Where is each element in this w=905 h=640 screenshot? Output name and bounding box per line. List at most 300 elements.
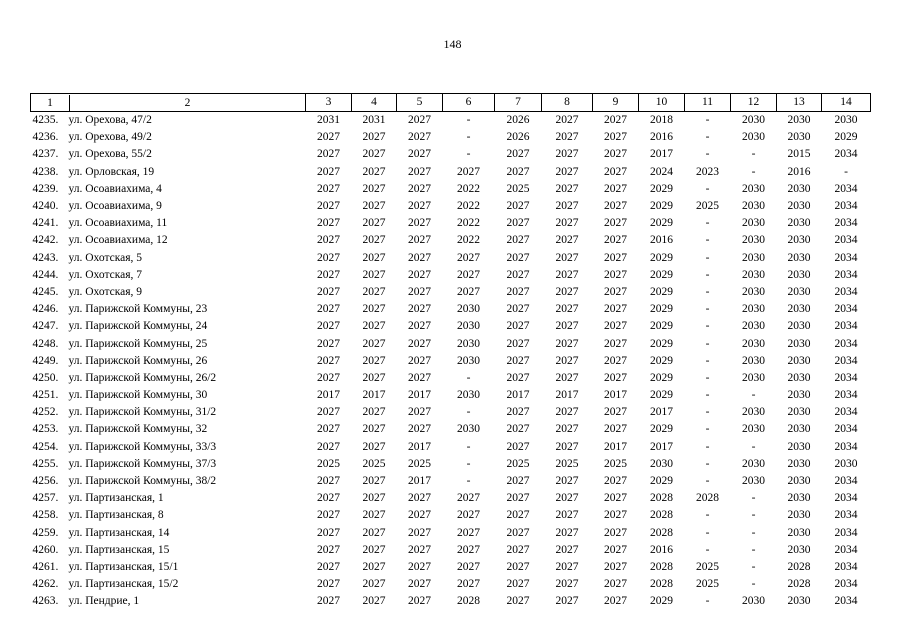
value-cell: 2034 [834, 371, 858, 384]
value-cell: 2027 [457, 526, 480, 539]
value-cell: 2030 [787, 131, 811, 144]
row-number: 4245. [32, 285, 59, 298]
row-number: 4250. [32, 371, 59, 384]
value-cell: 2027 [506, 475, 530, 488]
row-number: 4262. [32, 578, 59, 591]
value-cell: 2017 [362, 389, 386, 402]
value-cell: 2027 [362, 200, 386, 213]
value-cell: 2030 [742, 371, 765, 384]
value-cell: 2030 [787, 114, 811, 127]
value-cell: 2030 [742, 131, 765, 144]
address-text: ул. Охотская, 9 [68, 285, 143, 298]
value-cell: 2027 [408, 303, 431, 316]
value-cell: 2027 [555, 354, 579, 367]
value-cell: 2027 [362, 543, 386, 556]
header-cell: 4 [352, 94, 397, 112]
value-cell: - [751, 509, 756, 522]
value-cell: 2030 [457, 320, 480, 333]
value-cell: 2027 [506, 440, 530, 453]
value-cell: 2017 [408, 389, 431, 402]
value-cell: 2027 [457, 251, 480, 264]
value-cell: 2027 [408, 492, 431, 505]
value-cell: 2023 [696, 165, 719, 178]
value-cell: 2027 [604, 320, 627, 333]
value-cell: 2027 [604, 165, 627, 178]
value-cell: - [705, 457, 710, 470]
table-row [31, 525, 871, 542]
value-cell: 2018 [650, 114, 673, 127]
value-cell: 2027 [506, 234, 530, 247]
value-cell: 2027 [317, 165, 340, 178]
value-cell: 2027 [457, 268, 480, 281]
address-text: ул. Партизанская, 1 [68, 492, 164, 505]
table-row [31, 215, 871, 232]
value-cell: 2027 [408, 217, 431, 230]
value-cell: 2028 [696, 492, 719, 505]
value-cell: 2027 [408, 251, 431, 264]
address-cell [31, 456, 306, 473]
value-cell: 2027 [317, 234, 340, 247]
table-row [31, 542, 871, 559]
value-cell: - [466, 475, 471, 488]
value-cell: 2027 [362, 354, 386, 367]
value-cell: 2027 [604, 182, 627, 195]
value-cell: 2027 [362, 578, 386, 591]
value-cell: 2027 [317, 492, 340, 505]
value-cell: 2027 [555, 148, 579, 161]
value-cell: 2017 [555, 389, 579, 402]
value-cell: 2027 [604, 251, 627, 264]
value-cell: 2027 [604, 268, 627, 281]
value-cell: 2034 [834, 200, 858, 213]
address-cell [31, 284, 306, 301]
header-cell: 14 [822, 94, 871, 112]
row-number: 4255. [32, 457, 59, 470]
value-cell: 2030 [742, 285, 765, 298]
table-row [31, 267, 871, 284]
row-number: 4246. [32, 303, 59, 316]
value-cell: 2030 [787, 303, 811, 316]
value-cell: 2029 [650, 303, 673, 316]
value-cell: 2017 [317, 389, 340, 402]
table-row [31, 456, 871, 473]
value-cell: 2030 [787, 457, 811, 470]
value-cell: 2027 [604, 578, 627, 591]
row-number: 4258. [32, 509, 59, 522]
address-text: ул. Орловская, 19 [68, 165, 155, 178]
value-cell: 2028 [787, 560, 811, 573]
table-row [31, 112, 871, 130]
row-number: 4260. [32, 543, 59, 556]
address-text: ул. Парижской Коммуны, 26 [68, 354, 208, 367]
value-cell: 2026 [506, 114, 530, 127]
row-number: 4251. [32, 389, 59, 402]
value-cell: 2022 [457, 200, 480, 213]
value-cell: 2027 [555, 595, 579, 608]
value-cell: 2027 [555, 371, 579, 384]
table-row [31, 370, 871, 387]
value-cell: - [466, 440, 471, 453]
value-cell: 2029 [650, 285, 673, 298]
value-cell: 2027 [555, 131, 579, 144]
header-cell: 10 [639, 94, 685, 112]
value-cell: - [705, 251, 710, 264]
value-cell: - [466, 457, 471, 470]
value-cell: - [751, 526, 756, 539]
row-number: 4238. [32, 165, 59, 178]
value-cell: 2027 [555, 560, 579, 573]
value-cell: 2027 [317, 131, 340, 144]
value-cell: 2030 [742, 268, 765, 281]
value-cell: 2027 [408, 595, 431, 608]
value-cell: 2027 [555, 182, 579, 195]
value-cell: 2027 [555, 217, 579, 230]
value-cell: 2030 [787, 440, 811, 453]
value-cell: 2030 [742, 406, 765, 419]
value-cell: 2034 [834, 509, 858, 522]
value-cell: 2027 [555, 423, 579, 436]
table-row [31, 318, 871, 335]
value-cell: 2027 [408, 148, 431, 161]
address-text: ул. Орехова, 55/2 [68, 148, 152, 161]
table-row [31, 559, 871, 576]
value-cell: 2025 [408, 457, 431, 470]
value-cell: - [466, 371, 471, 384]
value-cell: 2030 [787, 526, 811, 539]
value-cell: 2027 [604, 371, 627, 384]
value-cell: - [705, 320, 710, 333]
value-cell: 2034 [834, 475, 858, 488]
value-cell: 2027 [604, 595, 627, 608]
address-cell [31, 507, 306, 524]
value-cell: 2027 [457, 285, 480, 298]
value-cell: 2030 [834, 457, 858, 470]
table-row [31, 250, 871, 267]
value-cell: - [705, 354, 710, 367]
value-cell: 2030 [787, 337, 811, 350]
value-cell: 2027 [604, 217, 627, 230]
table-row [31, 421, 871, 438]
table-row [31, 404, 871, 421]
value-cell: - [705, 423, 710, 436]
value-cell: 2015 [787, 148, 811, 161]
value-cell: 2028 [650, 526, 673, 539]
value-cell: 2034 [834, 148, 858, 161]
value-cell: 2030 [650, 457, 673, 470]
address-text: ул. Охотская, 5 [68, 251, 143, 264]
value-cell: 2025 [362, 457, 386, 470]
address-cell [31, 267, 306, 284]
address-cell [31, 318, 306, 335]
value-cell: - [751, 148, 756, 161]
value-cell: - [705, 371, 710, 384]
address-cell [31, 250, 306, 267]
address-cell [31, 353, 306, 370]
value-cell: 2027 [362, 182, 386, 195]
value-cell: 2027 [362, 526, 386, 539]
value-cell: 2027 [604, 285, 627, 298]
value-cell: 2030 [787, 217, 811, 230]
value-cell: - [844, 165, 848, 178]
table-row [31, 164, 871, 181]
address-cell [31, 525, 306, 542]
value-cell: 2027 [506, 148, 530, 161]
value-cell: - [705, 389, 710, 402]
value-cell: 2016 [650, 234, 673, 247]
value-cell: - [705, 234, 710, 247]
value-cell: 2027 [362, 509, 386, 522]
value-cell: 2034 [834, 234, 858, 247]
value-cell: 2030 [742, 423, 765, 436]
value-cell: 2030 [787, 320, 811, 333]
header-cell: 12 [731, 94, 777, 112]
address-text: ул. Парижской Коммуны, 33/3 [68, 440, 217, 453]
value-cell: 2027 [362, 268, 386, 281]
value-cell: 2029 [650, 182, 673, 195]
table-row [31, 181, 871, 198]
value-cell: - [705, 595, 710, 608]
value-cell: 2027 [408, 165, 431, 178]
value-cell: 2030 [457, 423, 480, 436]
value-cell: 2027 [506, 320, 530, 333]
value-cell: - [705, 509, 710, 522]
value-cell: 2027 [362, 595, 386, 608]
value-cell: 2030 [742, 475, 765, 488]
value-cell: 2027 [604, 303, 627, 316]
value-cell: 2031 [362, 114, 386, 127]
value-cell: - [751, 560, 756, 573]
value-cell: 2027 [362, 285, 386, 298]
value-cell: 2027 [555, 475, 579, 488]
value-cell: 2034 [834, 285, 858, 298]
value-cell: 2029 [650, 371, 673, 384]
table-row [31, 387, 871, 404]
value-cell: 2027 [408, 578, 431, 591]
value-cell: 2028 [787, 578, 811, 591]
value-cell: 2027 [506, 337, 530, 350]
value-cell: - [705, 526, 710, 539]
value-cell: 2027 [604, 131, 627, 144]
value-cell: 2027 [555, 320, 579, 333]
value-cell: 2027 [362, 560, 386, 573]
value-cell: 2027 [408, 268, 431, 281]
value-cell: 2029 [650, 251, 673, 264]
value-cell: 2027 [362, 423, 386, 436]
table-row [31, 146, 871, 163]
address-cell [31, 215, 306, 232]
value-cell: - [751, 440, 756, 453]
value-cell: 2027 [555, 303, 579, 316]
value-cell: - [705, 114, 710, 127]
value-cell: 2027 [408, 114, 431, 127]
table-row [31, 198, 871, 215]
row-number: 4261. [32, 560, 59, 573]
address-cell [31, 421, 306, 438]
value-cell: 2027 [317, 200, 340, 213]
value-cell: 2027 [457, 165, 480, 178]
value-cell: 2030 [457, 303, 480, 316]
value-cell: 2031 [317, 114, 340, 127]
address-cell [31, 576, 306, 593]
value-cell: 2027 [506, 406, 530, 419]
value-cell: 2030 [787, 285, 811, 298]
value-cell: 2024 [650, 165, 673, 178]
address-text: ул. Парижской Коммуны, 24 [68, 320, 208, 333]
address-text: ул. Пендрие, 1 [68, 595, 140, 608]
address-text: ул. Парижской Коммуны, 38/2 [68, 475, 217, 488]
value-cell: 2029 [650, 389, 673, 402]
value-cell: 2029 [650, 217, 673, 230]
value-cell: - [705, 440, 710, 453]
value-cell: 2017 [650, 148, 673, 161]
value-cell: 2030 [787, 251, 811, 264]
value-cell: 2027 [555, 234, 579, 247]
value-cell: 2027 [408, 234, 431, 247]
value-cell: 2027 [317, 251, 340, 264]
value-cell: 2030 [742, 114, 765, 127]
header-cell: 13 [777, 94, 822, 112]
value-cell: 2027 [317, 440, 340, 453]
value-cell: 2027 [457, 578, 480, 591]
row-number: 4248. [32, 337, 59, 350]
address-text: ул. Охотская, 7 [68, 268, 143, 281]
header-cell: 7 [495, 94, 542, 112]
row-number: 4259. [32, 526, 59, 539]
value-cell: 2030 [742, 303, 765, 316]
value-cell: 2034 [834, 526, 858, 539]
value-cell: 2027 [506, 268, 530, 281]
table-body [31, 112, 871, 611]
value-cell: 2028 [650, 578, 673, 591]
value-cell: 2034 [834, 354, 858, 367]
address-cell [31, 301, 306, 318]
value-cell: 2034 [834, 560, 858, 573]
header-cell: 3 [306, 94, 352, 112]
table-row [31, 335, 871, 352]
value-cell: - [466, 114, 471, 127]
value-cell: - [466, 148, 471, 161]
value-cell: 2027 [604, 560, 627, 573]
value-cell: 2027 [362, 234, 386, 247]
address-cell [31, 129, 306, 146]
value-cell: 2027 [408, 182, 431, 195]
value-cell: 2027 [604, 543, 627, 556]
value-cell: 2017 [604, 389, 627, 402]
value-cell: - [705, 268, 710, 281]
value-cell: 2030 [742, 320, 765, 333]
table-row [31, 490, 871, 507]
value-cell: 2027 [408, 423, 431, 436]
value-cell: 2027 [362, 492, 386, 505]
table-row [31, 593, 871, 610]
value-cell: 2027 [317, 337, 340, 350]
value-cell: 2027 [555, 251, 579, 264]
address-cell [31, 473, 306, 490]
value-cell: 2027 [362, 371, 386, 384]
value-cell: 2030 [457, 337, 480, 350]
value-cell: 2027 [317, 595, 340, 608]
value-cell: 2029 [650, 320, 673, 333]
value-cell: 2030 [787, 543, 811, 556]
value-cell: 2027 [317, 217, 340, 230]
value-cell: 2027 [555, 509, 579, 522]
table-row [31, 301, 871, 318]
value-cell: 2030 [742, 595, 765, 608]
address-cell [31, 404, 306, 421]
value-cell: 2025 [506, 182, 530, 195]
address-text: ул. Осоавиахима, 9 [68, 200, 162, 213]
address-cell [31, 335, 306, 352]
value-cell: 2030 [787, 268, 811, 281]
value-cell: 2027 [506, 595, 530, 608]
address-cell [31, 164, 306, 181]
value-cell: 2027 [506, 200, 530, 213]
value-cell: 2027 [362, 131, 386, 144]
address-text: ул. Парижской Коммуны, 23 [68, 303, 208, 316]
value-cell: 2028 [650, 509, 673, 522]
value-cell: 2034 [834, 337, 858, 350]
value-cell: - [705, 475, 710, 488]
value-cell: 2034 [834, 423, 858, 436]
header-cell: 8 [542, 94, 593, 112]
value-cell: 2027 [506, 423, 530, 436]
value-cell: - [751, 389, 756, 402]
value-cell: 2027 [362, 440, 386, 453]
value-cell: 2027 [555, 406, 579, 419]
value-cell: 2027 [604, 200, 627, 213]
value-cell: 2025 [555, 457, 579, 470]
value-cell: 2027 [506, 251, 530, 264]
table-row [31, 129, 871, 146]
address-text: ул. Парижской Коммуны, 32 [68, 423, 208, 436]
value-cell: - [466, 131, 471, 144]
value-cell: 2027 [317, 526, 340, 539]
value-cell: 2027 [555, 285, 579, 298]
value-cell: 2029 [650, 354, 673, 367]
value-cell: 2027 [457, 492, 480, 505]
table-row [31, 576, 871, 593]
row-number: 4243. [32, 251, 59, 264]
value-cell: 2027 [317, 148, 340, 161]
value-cell: - [705, 337, 710, 350]
address-cell [31, 439, 306, 456]
address-cell [31, 232, 306, 249]
address-cell [31, 542, 306, 559]
address-text: ул. Парижской Коммуны, 26/2 [68, 371, 217, 384]
value-cell: 2027 [604, 406, 627, 419]
table-row [31, 232, 871, 249]
value-cell: 2030 [787, 200, 811, 213]
row-number: 4257. [32, 492, 59, 505]
value-cell: 2027 [317, 303, 340, 316]
address-text: ул. Парижской Коммуны, 31/2 [68, 406, 217, 419]
row-number: 4252. [32, 406, 59, 419]
value-cell: 2027 [604, 354, 627, 367]
address-text: ул. Партизанская, 8 [68, 509, 164, 522]
header-cell: 6 [443, 94, 495, 112]
data-table [30, 93, 871, 610]
value-cell: - [751, 543, 756, 556]
header-cell [31, 94, 306, 112]
value-cell: 2027 [555, 200, 579, 213]
address-text: ул. Орехова, 47/2 [68, 114, 152, 127]
value-cell: 2027 [604, 337, 627, 350]
value-cell: 2027 [317, 182, 340, 195]
value-cell: 2034 [834, 440, 858, 453]
value-cell: 2027 [408, 371, 431, 384]
row-number: 4240. [32, 200, 59, 213]
value-cell: - [705, 182, 710, 195]
